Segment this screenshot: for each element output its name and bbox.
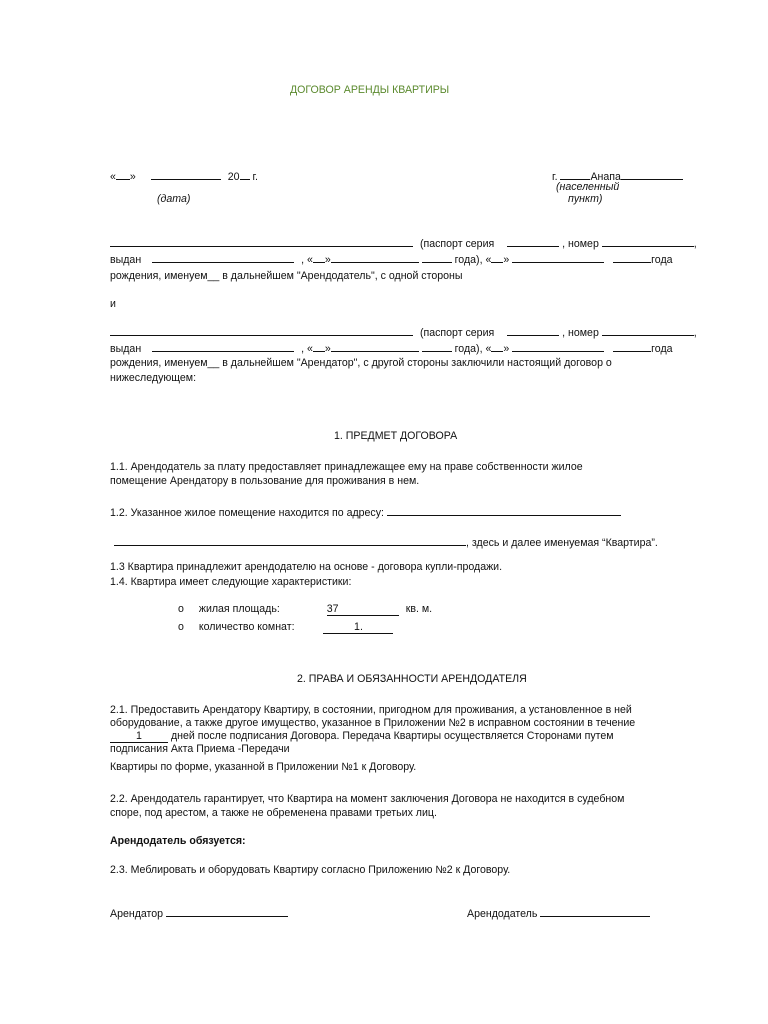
address-cont-label: , здесь и далее именуемая “Квартира”.	[466, 537, 658, 549]
section1-p3: 1.3 Квартира принадлежит арендодателю на основе - договора купли-продажи.	[110, 561, 503, 573]
section1-p2	[110, 505, 621, 519]
party1-month2-field[interactable]	[512, 252, 604, 263]
party1-line3: рождения, именуем__ в дальнейшем "Арендодатель", с одной стороны	[110, 270, 463, 282]
party1-month-field[interactable]	[331, 252, 419, 263]
party1-year-field[interactable]	[422, 252, 452, 263]
date-caption: (дата)	[157, 193, 191, 205]
obligations-heading: Арендодатель обязуется:	[110, 835, 246, 847]
party2-name-field[interactable]	[110, 325, 413, 336]
section2-p1-line2: оборудование, а также другое имущество, указанное в Приложении №2 в исправном состоянии в течение	[110, 717, 636, 729]
party1-year2-field[interactable]	[613, 252, 651, 263]
section2-p1-line1: 2.1. Предоставить Арендатору Квартиру, в состоянии, пригодном для проживания, а установленное в ней	[110, 704, 632, 716]
place-caption-2: пункт)	[568, 193, 603, 205]
party1-quote-close2: »	[503, 254, 510, 266]
party1-line2	[110, 252, 712, 266]
tenant-label: Арендатор	[110, 908, 164, 920]
days-text: дней после подписания Договора. Передача Квартиры осуществляется Сторонами путем	[170, 730, 614, 742]
party1-day2-field[interactable]	[491, 252, 503, 263]
party1-number-label: , номер	[562, 238, 599, 250]
bullet-icon: o	[178, 621, 184, 633]
area-value[interactable]: 37	[327, 603, 399, 616]
party1-day-field[interactable]	[313, 252, 325, 263]
address-label: 1.2. Указанное жилое помещение находится по адресу:	[110, 507, 384, 519]
section2-p1-line5: Квартиры по форме, указанной в Приложении №1 к Договору.	[110, 761, 417, 773]
party1-quote-close: »	[324, 254, 331, 266]
section2-p2-line2: споре, под арестом, а также не обременена правами третьих лиц.	[110, 807, 437, 819]
month-field[interactable]	[151, 169, 221, 180]
party1-number-field[interactable]	[602, 236, 694, 247]
tenant-signature-field[interactable]	[166, 906, 288, 917]
section2-p1-line3	[110, 730, 614, 743]
party1-issued-label: выдан	[110, 254, 142, 266]
rooms-label: количество комнат:	[198, 621, 295, 633]
party2-line3: рождения, именуем__ в дальнейшем "Арендатор", с другой стороны заключили настоящий договор о	[110, 357, 612, 369]
party1-line1: (паспорт серия , номер ,	[110, 236, 712, 250]
day-field[interactable]	[116, 169, 130, 180]
landlord-signature-field[interactable]	[540, 906, 650, 917]
party1-name-field[interactable]	[110, 236, 413, 247]
party2-series-field[interactable]	[507, 325, 559, 336]
section1-heading: 1. ПРЕДМЕТ ДОГОВОРА	[334, 430, 458, 442]
section2-heading: 2. ПРАВА И ОБЯЗАННОСТИ АРЕНДОДАТЕЛЯ	[297, 673, 527, 685]
party1-issued-field[interactable]	[152, 252, 294, 263]
party1-series-field[interactable]	[507, 236, 559, 247]
date-quote-close: »	[129, 171, 136, 183]
place-caption-1: (населенный	[556, 181, 620, 193]
party2-year2-field[interactable]	[613, 341, 651, 352]
party2-issued-label: выдан	[110, 343, 142, 355]
area-unit: кв. м.	[405, 603, 433, 615]
days-field[interactable]: 1	[110, 730, 168, 743]
city-name: Анапа	[590, 171, 621, 183]
address-field[interactable]	[387, 505, 621, 516]
party1-year-word: года), «	[454, 254, 492, 266]
rooms-value[interactable]: 1.	[323, 621, 393, 634]
year-suffix: г.	[252, 171, 258, 183]
party2-month2-field[interactable]	[512, 341, 604, 352]
city-blank-left[interactable]	[560, 169, 590, 180]
section2-p3: 2.3. Меблировать и оборудовать Квартиру согласно Приложению №2 к Договору.	[110, 864, 511, 876]
party2-quote-close: »	[324, 343, 331, 355]
section2-p2-line1: 2.2. Арендодатель гарантирует, что Квартира на момент заключения Договора не находится в судебном	[110, 793, 625, 805]
party2-year-field[interactable]	[422, 341, 452, 352]
party2-quote-close2: »	[503, 343, 510, 355]
year-prefix: 20	[227, 171, 240, 183]
conjunction: и	[110, 298, 116, 310]
rooms-item	[178, 621, 393, 634]
section1-p4: 1.4. Квартира имеет следующие характеристики:	[110, 576, 352, 588]
city-prefix: г.	[552, 171, 558, 183]
landlord-label: Арендодатель	[467, 908, 538, 920]
party1-passport-label: (паспорт серия	[419, 238, 495, 250]
date-line	[110, 169, 258, 183]
area-label: жилая площадь:	[198, 603, 280, 615]
area-item	[178, 603, 432, 616]
party2-line1: (паспорт серия , номер ,	[110, 325, 712, 339]
party2-day-field[interactable]	[313, 341, 325, 352]
party2-quote-open: , «	[301, 343, 313, 355]
city-blank-right[interactable]	[621, 169, 683, 180]
party1-quote-open: , «	[301, 254, 313, 266]
section1-p1-line2: помещение Арендатору в пользование для проживания в нем.	[110, 475, 420, 487]
section1-p2-cont	[114, 535, 658, 549]
document-title: ДОГОВОР АРЕНДЫ КВАРТИРЫ	[290, 84, 450, 96]
date-quote-open: «	[110, 171, 116, 183]
bullet-icon: o	[178, 603, 184, 615]
party2-year-word: года), «	[454, 343, 492, 355]
party2-line4: нижеследующем:	[110, 372, 197, 384]
address-field-cont[interactable]	[114, 535, 466, 546]
party2-line2	[110, 341, 712, 355]
section1-p1-line1: 1.1. Арендодатель за плату предоставляет принадлежащее ему на праве собственности жилое	[110, 461, 583, 473]
party2-number-label: , номер	[562, 327, 599, 339]
party2-issued-field[interactable]	[152, 341, 294, 352]
year-field[interactable]	[240, 169, 250, 180]
party2-number-field[interactable]	[602, 325, 694, 336]
party2-year-word2: года	[651, 343, 673, 355]
party2-day2-field[interactable]	[491, 341, 503, 352]
party1-year-word2: года	[651, 254, 673, 266]
landlord-signature	[467, 906, 650, 920]
party2-passport-label: (паспорт серия	[419, 327, 495, 339]
tenant-signature	[110, 906, 288, 920]
section2-p1-line4: подписания Акта Приема -Передачи	[110, 743, 290, 755]
party2-month-field[interactable]	[331, 341, 419, 352]
